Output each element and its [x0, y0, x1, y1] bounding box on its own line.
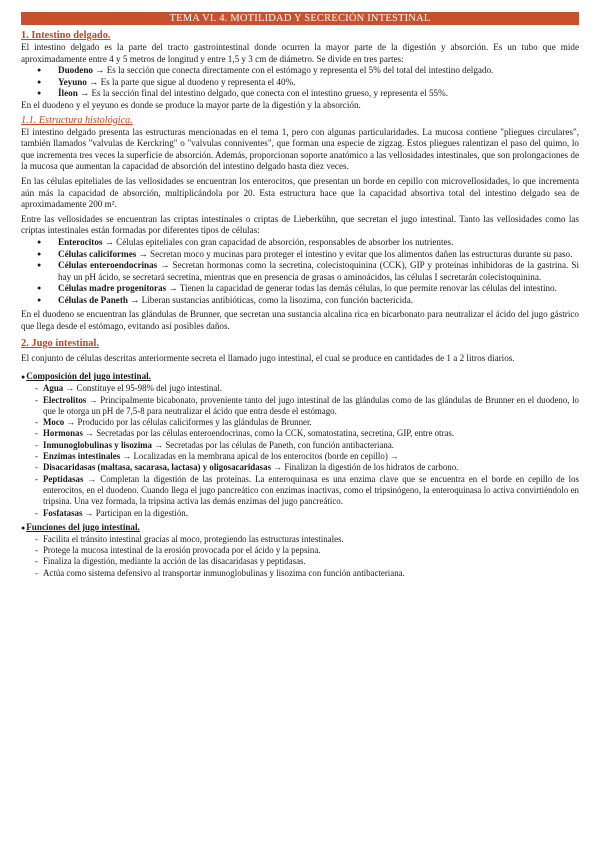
term: Células enteroendocrinas — [58, 260, 158, 271]
definition: Secretadas por las células de Paneth, con función antibacteriana. — [165, 439, 394, 450]
histo-paragraph-3: Entre las vellosidades se encuentran las criptas intestinales o criptas de Lieberkühn, que secretan el jugo intestinal. Tanto las vellosidades como las criptas intestinales están formadas por diferentes tipos de células: — [21, 213, 579, 236]
list-item: - Inmunoglobulinas y lisozima → Secretadas por las células de Paneth, con función antibacteriana. — [35, 440, 579, 451]
intro-paragraph: El intestino delgado es la parte del tracto gastrointestinal donde ocurren la mayor parte de la digestión y absorción. Es un tubo que mide aproximadamente entre 4 y 5 metros de longitud y entre 1,5 y 3 cm de diámetro. Se divide en tres partes: — [21, 42, 579, 64]
functions-list — [35, 534, 579, 579]
term: Duodeno — [58, 65, 93, 76]
list-item: ● Yeyuno → Es la parte que sigue al duodeno y representa el 40%. — [21, 77, 579, 89]
list-item: ● Células caliciformes → Secretan moco y mucinas para proteger el intestino y evitar que los alimentos dañen las estructuras durante su paso. — [21, 249, 579, 261]
definition: Secretan moco y mucinas para proteger el intestino y evitar que los alimentos dañen las estructuras durante su paso. — [150, 248, 573, 259]
term: Disacaridasas (maltasa, sacarasa, lactasa) y oligosacaridasas — [43, 462, 272, 473]
list-item: - Finaliza la digestión, mediante la acción de las disacaridasas y peptidasas. — [35, 556, 579, 567]
term: Enzimas intestinales — [43, 451, 121, 462]
term: Hormonas — [43, 428, 83, 439]
term: Peptidasas — [43, 473, 84, 484]
definition: Participan en la digestión. — [95, 507, 188, 518]
definition: Completan la digestión de las proteínas. La enteroquinasa es una enzima clave que se encuentra en el borde en cepillo de los enterocitos, en el duodeno. Cuando llega el jugo pancreático con enzimas inactivas, como el tripsinógeno, la enteroquinasa lo activa convirtiéndolo en tripsina. Una vez formada, la tripsina activa las demás enzimas del jugo pancreático. — [43, 473, 580, 507]
list-item: ● Enterocitos → Células epiteliales con gran capacidad de absorción, responsables de absorber los nutrientes. — [21, 237, 579, 249]
term: Células caliciformes — [58, 248, 137, 259]
list-item: ● Células de Paneth → Liberan sustancias antibióticas, como la lisozima, con función bactericida. — [21, 295, 579, 307]
subsection-heading-histologica: 1.1. Estructura histológica. — [21, 114, 133, 126]
list-item: - Enzimas intestinales → Localizadas en la membrana apical de los enterocitos (borde en cepillo) → — [35, 451, 579, 462]
list-item: - Disacaridasas (maltasa, sacarasa, lactasa) y oligosacaridasas → Finalizan la digestión de los hidratos de carbono. — [35, 462, 579, 473]
term: Enterocitos — [58, 236, 103, 247]
definition: Secretan hormonas como la secretina, colecistoquinina (CCK), GIP y proteínas inhibidoras de la gastrina. Si hay un pH ácido, se secretará secretina, mientras que en presencia de grasas o aminoácidos, las células I secretarán colecistoquinina. — [58, 260, 579, 282]
term: Células madre progenitoras — [58, 283, 167, 294]
list-item: ● Íleon → Es la sección final del intestino delgado, que conecta con el intestino grueso, y representa el 55%. — [21, 88, 579, 100]
section-heading-jugo: 2. Jugo intestinal. — [21, 337, 99, 349]
histo-paragraph-2: En las células epiteliales de las vellosidades se encuentran los enterocitos, que presentan un borde en cepillo con microvellosidades, lo que incrementa aún más la capacidad de absorción, multiplicándola por 20. Esta estructura hace que la capacidad absortiva total del intestino delgado sea de aproximadamente 200 m². — [21, 175, 579, 210]
list-item: - Hormonas → Secretadas por las células enteroendocrinas, como la CCK, somatostatina, secretina, GIP, entre otras. — [35, 428, 579, 439]
definition: Es la sección que conecta directamente con el estómago y representa el 5% del total del intestino delgado. — [106, 65, 494, 76]
list-item: - Protege la mucosa intestinal de la erosión provocada por el ácido y la pepsina. — [35, 545, 579, 556]
term: Inmunoglobulinas y lisozima — [43, 439, 152, 450]
list-item: - Agua → Constituye el 95-98% del jugo intestinal. — [35, 383, 579, 394]
list-item: - Electrolitos → Principalmente bicabonato, proveniente tanto del jugo intestinal de las glándulas como de las glándulas de Brunner en el duodeno, lo que le otorga un pH de 7,5-8 para neutralizar el ácido que entra desde el estómago. — [35, 395, 579, 418]
parts-list — [21, 65, 579, 100]
term: Electrolitos — [43, 394, 87, 405]
definition: Liberan sustancias antibióticas, como la lisozima, con función bactericida. — [141, 294, 414, 305]
brunner-paragraph: En el duodeno se encuentran las glándulas de Brunner, que secretan una sustancia alcalina rica en bicarbonato para neutralizar el ácido del jugo gástrico que llega desde el estómago, evitando así posibles daños. — [21, 309, 579, 332]
definition: Localizadas en la membrana apical de los enterocitos (borde en cepillo) → — [133, 451, 399, 462]
list-item: - Facilita el tránsito intestinal gracias al moco, protegiendo las estructuras intestinales. — [35, 534, 579, 545]
term: Yeyuno — [58, 76, 87, 87]
list-item: ● Duodeno → Es la sección que conecta directamente con el estómago y representa el 5% del total del intestino delgado. — [21, 65, 579, 77]
definition: Principalmente bicabonato, proveniente tanto del jugo intestinal de las glándulas como de las glándulas de Brunner en el duodeno, lo que le otorga un pH de 7,5-8 para neutralizar el ácido que entra desde el estómago. — [43, 394, 579, 416]
list-item: - Peptidasas → Completan la digestión de las proteínas. La enteroquinasa es una enzima clave que se encuentra en el borde en cepillo de los enterocitos, en el duodeno. Cuando llega el jugo pancreático con enzimas inactivas, como el tripsinógeno, la enteroquinasa lo activa convirtiéndolo en tripsina. Una vez formada, la tripsina activa las demás enzimas del jugo pancreático. — [35, 474, 579, 508]
term: Agua — [43, 383, 64, 394]
term: Moco — [43, 417, 65, 428]
closing-paragraph: En el duodeno y el yeyuno es donde se produce la mayor parte de la digestión y la absorción. — [21, 99, 361, 110]
cell-types-list — [21, 237, 579, 307]
document-title: TEMA VI. 4. MOTILIDAD Y SECRECIÓN INTESTINAL — [21, 12, 579, 25]
definition: Secretadas por las células enteroendocrinas, como la CCK, somatostatina, secretina, GIP, entre otras. — [96, 428, 455, 439]
list-item: - Moco → Producido por las células caliciformes y las glándulas de Brunner. — [35, 417, 579, 428]
list-item: - Fosfatasas → Participan en la digestión. — [35, 508, 579, 519]
list-item: - Actúa como sistema defensivo al transportar inmunoglobulinas y lisozima con función antibacteriana. — [35, 568, 579, 579]
term: Íleon — [58, 88, 78, 99]
definition: Tienen la capacidad de generar todas las demás células, lo que permite renovar las células del intestino. — [179, 283, 557, 294]
definition: Producido por las células caliciformes y las glándulas de Brunner. — [77, 417, 312, 428]
composition-heading: ●Composición del jugo intestinal. — [21, 371, 151, 382]
composition-list — [35, 383, 579, 519]
list-item: ● Células enteroendocrinas → Secretan hormonas como la secretina, colecistoquinina (CCK), GIP y proteínas inhibidoras de la gastrina. Si hay un pH ácido, se secretará secretina, mientras que en presencia de grasas o aminoácidos, las células I secretarán colecistoquinina. — [21, 260, 579, 283]
definition: Es la parte que sigue al duodeno y representa el 40%. — [100, 76, 296, 87]
list-item: ● Células madre progenitoras → Tienen la capacidad de generar todas las demás células, lo que permite renovar las células del intestino. — [21, 283, 579, 295]
definition: Finalizan la digestión de los hidratos de carbono. — [284, 462, 459, 473]
definition: Constituye el 95-98% del jugo intestinal. — [76, 383, 222, 394]
functions-heading: ●Funciones del jugo intestinal. — [21, 521, 140, 532]
definition: Células epiteliales con gran capacidad de absorción, responsables de absorber los nutrientes. — [116, 236, 454, 247]
term: Células de Paneth — [58, 294, 128, 305]
histo-paragraph-1: El intestino delgado presenta las estructuras mencionadas en el tema 1, pero con algunas particularidades. La mucosa contiene "pliegues circulares", también llamados "valvulas de Kerckring" o "valvulas conniventes", que forman una especie de zigzag. Estos pliegues ralentizan el paso del quimo, lo que incrementa tres veces la superficie de absorción. Además, proporcionan soporte anatómico a las vellosidades intestinales, que son prolongaciones de la mucosa que aumentan la capacidad de absorción del intestino delgado hasta diez veces. — [21, 126, 579, 172]
jugo-intro-paragraph: El conjunto de células descritas anteriormente secreta el llamado jugo intestinal, el cual se produce en cantidades de 1 a 2 litros diarios. — [21, 352, 515, 363]
section-heading-intestino: 1. Intestino delgado. — [21, 30, 111, 41]
definition: Es la sección final del intestino delgado, que conecta con el intestino grueso, y representa el 55%. — [91, 88, 448, 99]
term: Fosfatasas — [43, 507, 83, 518]
